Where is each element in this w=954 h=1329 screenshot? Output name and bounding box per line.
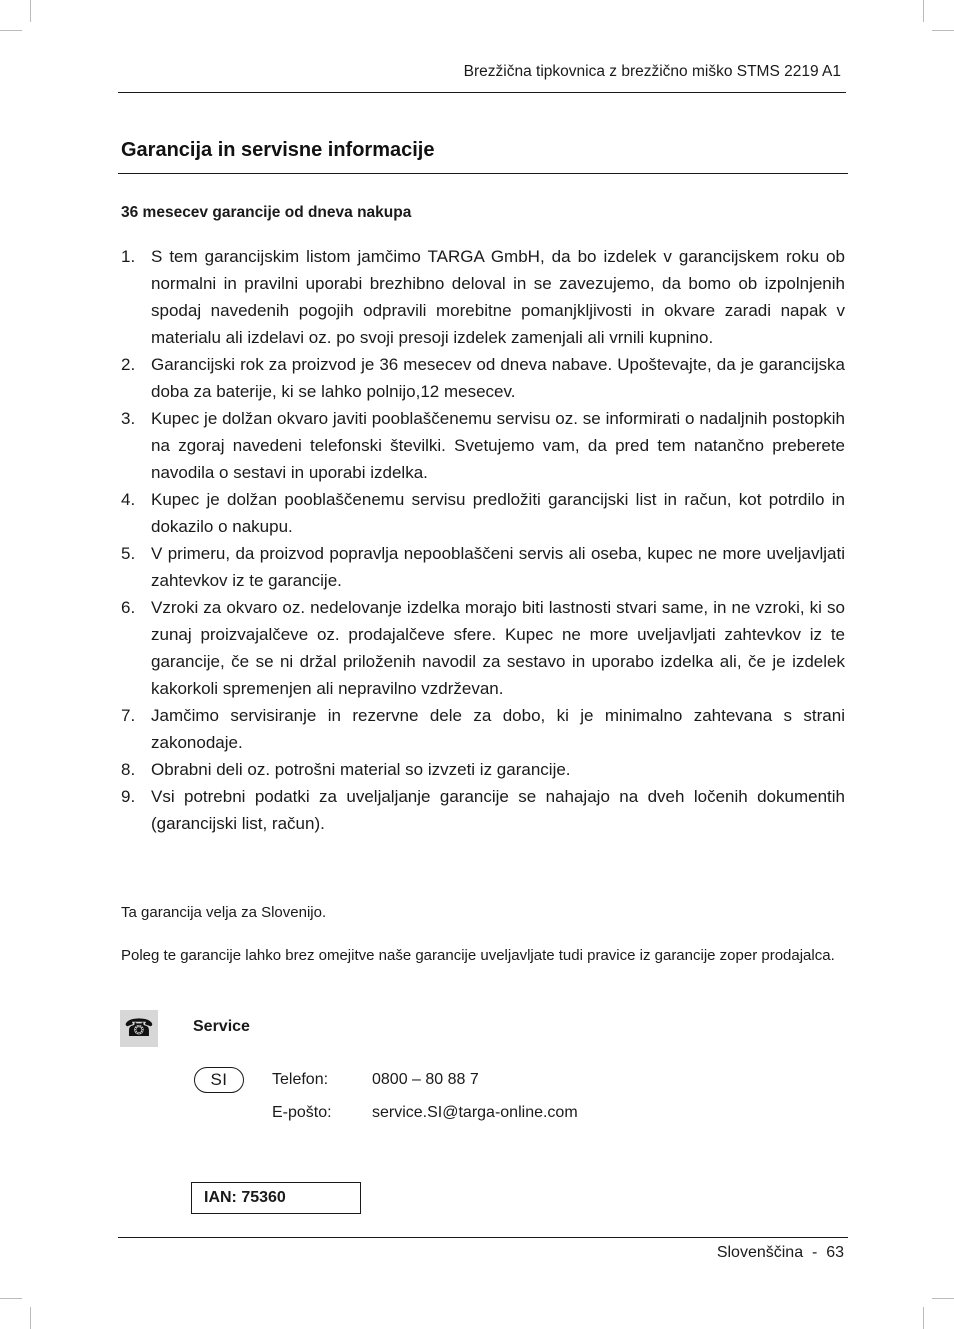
list-item [121, 783, 845, 837]
phone-number: 0800 – 80 88 7 [372, 1071, 479, 1088]
list-item-number: 8. [121, 760, 136, 779]
list-item-number: 5. [121, 544, 136, 563]
list-item-number: 2. [121, 355, 136, 374]
list-item [121, 405, 845, 486]
list-item [121, 702, 845, 756]
crop-mark-bottom-right-h [932, 1298, 954, 1299]
list-item-number: 6. [121, 598, 136, 617]
list-item-number: 3. [121, 409, 136, 428]
list-item [121, 351, 845, 405]
crop-mark-top-right-h [932, 30, 954, 31]
phone-label: Telefon: [272, 1071, 329, 1088]
list-item-number: 1. [121, 247, 136, 266]
list-item-text: Vzroki za okvaro oz. nedelovanje izdelka morajo biti lastnosti stvari same, in ne vzroki, ki so zunaj proizvajalčeve oz. prodajalčeve sfere. Kupec ne more uveljavljati zahtevkov iz te garancije, če se ni držal priloženih navodil za sestavo in uporabo izdelka ali, če je izdelek kakorkoli spremenjen ali nepravilno vzdrževan. [151, 598, 845, 698]
list-item-text: S tem garancijskim listom jamčimo TARGA GmbH, da bo izdelek v garancijskem roku ob normalni in pravilni uporabi brezhibno deloval in se zavezujemo, da bomo ob izpolnjenih spodaj navedenih pogojih odpravili morebitne pomanjkljivosti in okvare zaradi napak v materialu ali izdelavi oz. po svoji presoji izdelek zamenjali ali vrnili kupnino. [151, 247, 845, 347]
list-item-text: Jamčimo servisiranje in rezervne dele za dobo, ki je minimalno zahtevana s strani zakonodaje. [151, 706, 845, 752]
crop-mark-top-left [30, 0, 31, 22]
list-item [121, 243, 845, 351]
list-item-text: V primeru, da proizvod popravlja nepooblaščeni servis ali oseba, kupec ne more uveljavljati zahtevkov iz te garancije. [151, 544, 845, 590]
warranty-subheading: 36 mesecev garancije od dneva nakupa [121, 204, 412, 221]
seller-rights-note: Poleg te garancije lahko brez omejitve naše garancije uveljavljate tudi pravice iz garancije zoper prodajalca. [121, 947, 835, 964]
header-divider [118, 92, 846, 93]
list-item-text: Kupec je dolžan pooblaščenemu servisu predložiti garancijski list in račun, kot potrdilo in dokazilo o nakupu. [151, 490, 845, 536]
page-footer: Slovenščina - 63 [716, 1244, 844, 1261]
section-divider [118, 173, 848, 174]
list-item [121, 756, 845, 783]
list-item-text: Vsi potrebni podatki za uveljaljanje garancije se nahajajo na dveh ločenih dokumentih (garancijski list, račun). [151, 787, 845, 833]
crop-mark-top-right [923, 0, 924, 22]
crop-mark-bottom-left [30, 1307, 31, 1329]
list-item-text: Kupec je dolžan okvaro javiti pooblaščenemu servisu oz. se informirati o nadaljnih postopkih na zgoraj navedeni telefonski številki. Svetujemo vam, da pred tem natančno preberete navodila o sestavi in uporabi izdelka. [151, 409, 845, 482]
country-badge: SI [194, 1067, 244, 1093]
list-item [121, 594, 845, 702]
validity-note: Ta garancija velja za Slovenijo. [121, 904, 327, 921]
section-title: Garancija in servisne informacije [121, 139, 435, 161]
list-item [121, 486, 845, 540]
email-address: service.SI@targa-online.com [372, 1104, 578, 1121]
email-label: E-pošto: [272, 1104, 332, 1121]
footer-divider [118, 1237, 848, 1238]
crop-mark-bottom-left-h [0, 1298, 22, 1299]
list-item [121, 540, 845, 594]
service-heading: Service [193, 1018, 250, 1035]
list-item-number: 9. [121, 787, 136, 806]
crop-mark-bottom-right [923, 1307, 924, 1329]
running-header: Brezžična tipkovnica z brezžično miško STMS 2219 A1 [463, 63, 841, 80]
list-item-text: Garancijski rok za proizvod je 36 mesecev od dneva nabave. Upoštevajte, da je garancijska doba za baterije, ki se lahko polnijo,12 mesecev. [151, 355, 845, 401]
list-item-number: 4. [121, 490, 136, 509]
crop-mark-top-left-h [0, 30, 22, 31]
warranty-terms-list [121, 243, 845, 837]
list-item-text: Obrabni deli oz. potrošni material so izvzeti iz garancije. [151, 760, 571, 779]
list-item-number: 7. [121, 706, 136, 725]
telephone-icon: ☎ [120, 1010, 158, 1047]
ian-box: IAN: 75360 [191, 1182, 361, 1214]
